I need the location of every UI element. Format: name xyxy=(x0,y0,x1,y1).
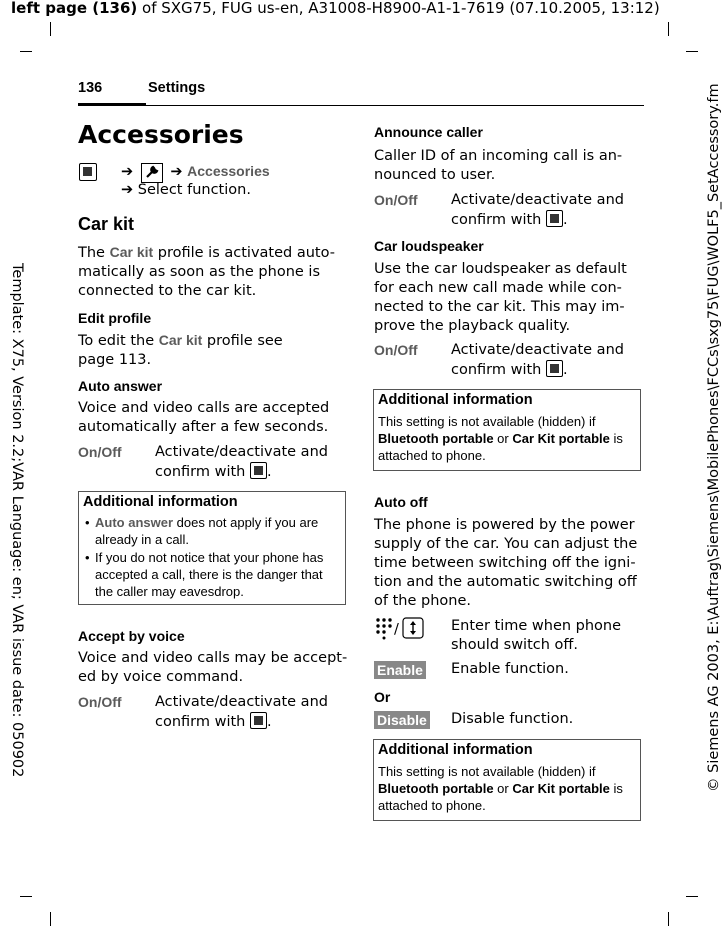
announce-caller-text xyxy=(374,147,622,185)
text-line: tion and the automatic switching off xyxy=(374,574,637,590)
text: does not apply if you are xyxy=(173,515,319,530)
center-key-icon xyxy=(546,210,563,227)
text: . xyxy=(562,212,568,228)
box-title: Additional information xyxy=(83,494,238,510)
text-line: nected to the car kit. This may im- xyxy=(374,299,625,315)
text-line: supply of the car. You can adjust the xyxy=(374,536,638,552)
on-off-option: On/Off xyxy=(374,192,418,208)
additional-info-box xyxy=(373,739,641,821)
crop-mark xyxy=(668,912,669,926)
box-text xyxy=(374,760,640,814)
text-line: Voice and video calls may be accept- xyxy=(78,650,348,666)
text: already in a call. xyxy=(95,532,189,547)
header-page-ref: left page (136) xyxy=(11,0,138,17)
text-line: This setting is not available (hidden) if xyxy=(378,414,596,429)
auto-answer-heading: Auto answer xyxy=(78,378,163,394)
text: is xyxy=(609,431,623,446)
on-off-option: On/Off xyxy=(78,444,122,460)
text: or xyxy=(493,431,513,446)
text-line: matically as soon as the phone is xyxy=(78,264,320,280)
activate-description xyxy=(451,191,624,230)
car-kit-heading: Car kit xyxy=(78,214,135,234)
text: If you do not notice that your phone has xyxy=(95,550,324,565)
center-key-icon xyxy=(250,712,267,729)
announce-caller-heading: Announce caller xyxy=(374,124,483,140)
additional-info-box xyxy=(373,389,641,471)
box-title: Additional information xyxy=(378,392,533,408)
template-side-note: Template: X75, Version 2.2;VAR Language: en; VAR issue date: 050902 xyxy=(9,263,25,778)
car-loudspeaker-text xyxy=(374,260,627,336)
text: . xyxy=(266,714,272,730)
accept-by-voice-heading: Accept by voice xyxy=(78,628,185,644)
disable-softkey xyxy=(374,710,430,729)
arrow-icon: ➔ xyxy=(121,164,134,180)
text-line: ed by voice command. xyxy=(78,669,244,685)
auto-answer-text xyxy=(78,399,329,437)
text: profile is activated auto- xyxy=(153,245,335,261)
key-icons xyxy=(374,617,424,643)
enable-softkey xyxy=(374,660,426,679)
center-key-icon xyxy=(250,462,267,479)
text-line: should switch off. xyxy=(451,637,579,653)
bluetooth-portable-keyword: Bluetooth portable xyxy=(378,781,494,796)
header-doc-info: of SXG75, FUG us-en, A31008-H8900-A1-1-7619 (07.10.2005, 13:12) xyxy=(137,0,660,17)
car-kit-portable-keyword: Car Kit portable xyxy=(512,781,610,796)
nav-path xyxy=(121,162,270,183)
edit-profile-text xyxy=(78,331,283,370)
text-line: time between switching off the igni- xyxy=(374,555,636,571)
crop-mark xyxy=(20,51,32,52)
auto-answer-keyword: Auto answer xyxy=(95,515,174,530)
car-kit-portable-keyword: Car Kit portable xyxy=(512,431,610,446)
text-line: Use the car loudspeaker as default xyxy=(374,261,627,277)
text: profile see xyxy=(202,333,283,349)
text-line: Activate/deactivate and xyxy=(451,342,624,358)
text-line: for each new call made while con- xyxy=(374,280,622,296)
box-list xyxy=(79,512,345,600)
text: or xyxy=(493,781,513,796)
header-rule xyxy=(78,105,644,106)
header-rule-accent xyxy=(78,103,146,106)
copyright-side-note: © Siemens AG 2003, E:\Auftrag\Siemens\MobilePhones\FCCs\sxg75\FUG\WOLF5_SetAccessory.fm xyxy=(706,83,722,792)
wrench-icon xyxy=(141,163,163,183)
text: confirm with xyxy=(451,362,542,378)
car-kit-keyword: Car kit xyxy=(158,332,203,348)
edit-profile-heading: Edit profile xyxy=(78,310,152,326)
text-line: Activate/deactivate and xyxy=(155,694,328,710)
text-line: automatically after a few seconds. xyxy=(78,419,329,435)
navigation-key-icon xyxy=(402,617,424,643)
additional-info-box xyxy=(78,491,346,605)
text-line: connected to the car kit. xyxy=(78,283,257,299)
disable-description: Disable function. xyxy=(451,711,574,727)
text-line: Caller ID of an incoming call is an- xyxy=(374,148,623,164)
crop-mark xyxy=(50,912,51,926)
box-title: Additional information xyxy=(378,742,533,758)
text: . xyxy=(266,464,272,480)
text-line: prove the playback quality. xyxy=(374,318,571,334)
text-line: attached to phone. xyxy=(378,798,486,813)
accept-by-voice-text xyxy=(78,649,347,687)
car-loudspeaker-heading: Car loudspeaker xyxy=(374,238,484,254)
crop-mark xyxy=(686,51,698,52)
nav-accessories: Accessories xyxy=(187,163,270,179)
disable-tag: Disable xyxy=(374,711,430,729)
page-reference: page 113. xyxy=(78,352,152,368)
text-line: This setting is not available (hidden) if xyxy=(378,764,596,779)
text-line: The phone is powered by the power xyxy=(374,517,635,533)
page-number: 136 xyxy=(78,80,103,96)
car-kit-text xyxy=(78,243,348,301)
text: is xyxy=(609,781,623,796)
text-line: Activate/deactivate and xyxy=(451,192,624,208)
bluetooth-portable-keyword: Bluetooth portable xyxy=(378,431,494,446)
enable-description: Enable function. xyxy=(451,661,569,677)
arrow-icon: ➔ xyxy=(170,164,183,180)
text-line: Voice and video calls are accepted xyxy=(78,400,330,416)
on-off-option: On/Off xyxy=(78,694,122,710)
box-text xyxy=(374,410,640,464)
text-line: nounced to user. xyxy=(374,167,496,183)
text: accepted a call, there is the danger that xyxy=(95,567,323,582)
car-kit-keyword: Car kit xyxy=(109,244,154,260)
box-list-item: • Auto answer does not apply if you are already in a call. xyxy=(85,515,319,547)
text-line: Enter time when phone xyxy=(451,618,622,634)
or-label: Or xyxy=(374,689,391,705)
keypad-icon xyxy=(374,617,394,643)
crop-mark xyxy=(668,22,669,36)
text-line: of the phone. xyxy=(374,593,471,609)
text-line: attached to phone. xyxy=(378,448,486,463)
box-list-item: • If you do not notice that your phone has accepted a call, there is the danger that the caller may eavesdrop. xyxy=(85,550,324,599)
slash: / xyxy=(394,621,399,638)
section-title: Settings xyxy=(148,80,206,96)
activate-description xyxy=(451,341,624,380)
nav-select-function: ➔ Select function. xyxy=(121,182,251,198)
text: The xyxy=(78,245,110,261)
activate-description xyxy=(155,443,328,482)
crop-mark xyxy=(50,22,51,36)
text: confirm with xyxy=(155,464,246,480)
activate-description xyxy=(155,693,328,732)
enable-tag: Enable xyxy=(374,661,426,679)
running-header xyxy=(11,0,660,17)
enter-time-description xyxy=(451,617,621,655)
text: . xyxy=(562,362,568,378)
center-key-icon xyxy=(546,360,563,377)
auto-off-heading: Auto off xyxy=(374,494,428,510)
crop-mark xyxy=(20,896,32,897)
text: To edit the xyxy=(78,333,159,349)
crop-mark xyxy=(686,896,698,897)
text-line: Activate/deactivate and xyxy=(155,444,328,460)
text: confirm with xyxy=(155,714,246,730)
auto-off-text xyxy=(374,516,637,611)
page-title: Accessories xyxy=(78,120,244,149)
text: the caller may eavesdrop. xyxy=(95,584,244,599)
menu-key-icon xyxy=(79,163,97,182)
text: confirm with xyxy=(451,212,542,228)
on-off-option: On/Off xyxy=(374,342,418,358)
